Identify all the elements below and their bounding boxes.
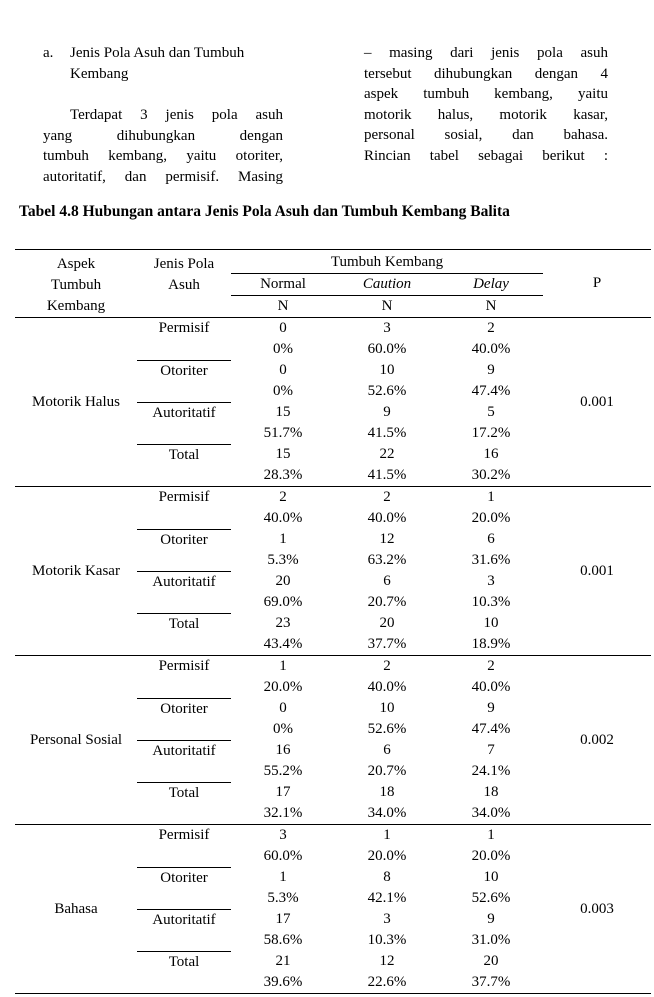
normal-cell [231,402,335,444]
normal-count: 23 [275,615,291,631]
p-value-cell: 0.001 [543,487,651,656]
delay-count: 1 [487,827,495,843]
delay-count: 9 [487,700,495,716]
normal-count: 1 [279,531,287,547]
header-text: Kembang [46,298,106,314]
caution-count: 2 [383,489,391,505]
caution-count: 6 [383,573,391,589]
data-table [15,249,651,994]
delay-count: 16 [483,446,499,462]
paragraph-line: tumbuh kembang, yaitu otoriter, [43,148,283,164]
paragraph-line: tersebut dihubungkan dengan 4 [364,65,608,82]
header-text: Asuh [168,277,200,293]
caution-cell [335,444,439,487]
delay-cell [439,402,543,444]
jenis-label: Permisif [158,658,210,674]
normal-percent: 28.3% [263,467,303,483]
caution-cell [335,360,439,402]
normal-cell [231,571,335,613]
caution-cell [335,529,439,571]
delay-percent: 40.0% [471,341,511,357]
caution-percent: 63.2% [367,552,407,568]
header-n [231,296,335,318]
delay-count: 20 [483,953,499,969]
normal-count: 0 [279,362,287,378]
delay-count: 2 [487,658,495,674]
caution-percent: 34.0% [367,805,407,821]
caution-percent: 41.5% [367,467,407,483]
delay-cell [439,656,543,699]
normal-percent: 5.3% [267,552,299,568]
jenis-cell [137,951,231,994]
normal-cell [231,613,335,656]
jenis-cell [137,740,231,782]
normal-percent: 43.4% [263,636,303,652]
delay-count: 18 [483,784,499,800]
p-value-cell: 0.003 [543,825,651,994]
list-item-title-line: Kembang [70,65,129,82]
delay-cell [439,318,543,361]
header-text: Caution [362,276,412,292]
jenis-cell [137,529,231,571]
delay-cell [439,951,543,994]
jenis-cell [137,656,231,699]
jenis-label: Autoritatif [152,404,216,421]
caution-cell [335,656,439,699]
caution-percent: 40.0% [367,510,407,526]
delay-count: 2 [487,320,495,336]
delay-percent: 40.0% [471,679,511,695]
normal-cell [231,867,335,909]
caution-cell [335,318,439,361]
normal-cell [231,951,335,994]
delay-cell [439,444,543,487]
caution-cell [335,867,439,909]
normal-percent: 0% [273,383,293,399]
caution-percent: 20.7% [367,763,407,779]
caution-percent: 42.1% [367,890,407,906]
caution-percent: 40.0% [367,679,407,695]
jenis-label: Autoritatif [152,573,216,590]
header-text: Aspek [56,256,96,272]
delay-cell [439,571,543,613]
delay-count: 9 [487,911,495,927]
delay-percent: 31.6% [471,552,511,568]
delay-count: 3 [487,573,495,589]
normal-count: 17 [275,911,291,927]
delay-count: 6 [487,531,495,547]
list-item-title-line: Jenis Pola Asuh dan Tumbuh [70,45,245,61]
caution-count: 9 [383,404,391,420]
caution-percent: 20.7% [367,594,407,610]
table-row [15,318,651,361]
p-value-cell: 0.002 [543,656,651,825]
caution-count: 3 [383,911,391,927]
paragraph-line: Terdapat 3 jenis pola asuh [70,107,283,123]
normal-cell [231,656,335,699]
header-caution [335,274,439,296]
delay-percent: 31.0% [471,932,511,948]
aspek-cell: Motorik Halus [15,318,137,487]
left-paragraph [43,105,283,187]
delay-percent: 17.2% [471,425,511,441]
delay-cell [439,825,543,868]
jenis-cell [137,571,231,613]
normal-percent: 69.0% [263,594,303,610]
jenis-cell [137,698,231,740]
normal-percent: 0% [273,721,293,737]
normal-cell [231,909,335,951]
delay-percent: 47.4% [471,721,511,737]
delay-percent: 18.9% [471,636,511,652]
aspek-cell: Motorik Kasar [15,487,137,656]
jenis-cell [137,825,231,868]
header-text: P [592,275,602,291]
jenis-label: Otoriter [160,362,208,379]
paragraph-line: Rincian tabel sebagai berikut : [364,147,608,164]
caution-cell [335,487,439,530]
delay-count: 10 [483,615,499,631]
jenis-label: Permisif [158,827,210,843]
caution-count: 12 [379,953,395,969]
caution-cell [335,825,439,868]
caution-percent: 37.7% [367,636,407,652]
caution-cell [335,782,439,825]
normal-cell [231,740,335,782]
caution-percent: 22.6% [367,974,407,990]
normal-percent: 40.0% [263,510,303,526]
delay-cell [439,613,543,656]
jenis-cell [137,360,231,402]
delay-cell [439,529,543,571]
table-caption: Tabel 4.8 Hubungan antara Jenis Pola Asuh dan Tumbuh Kembang Balita [19,203,510,220]
paragraph-line: motorik halus, motorik kasar, [364,106,608,123]
jenis-cell [137,867,231,909]
delay-cell [439,867,543,909]
delay-cell [439,698,543,740]
normal-percent: 20.0% [263,679,303,695]
header-aspek [15,250,137,318]
caution-percent: 10.3% [367,932,407,948]
normal-count: 17 [275,784,291,800]
caution-count: 10 [379,700,395,716]
delay-percent: 47.4% [471,383,511,399]
normal-percent: 32.1% [263,805,303,821]
table-row [15,656,651,699]
caution-count: 10 [379,362,395,378]
caution-count: 8 [383,869,391,885]
caution-cell [335,402,439,444]
jenis-cell [137,782,231,825]
normal-percent: 39.6% [263,974,303,990]
jenis-cell [137,909,231,951]
header-delay [439,274,543,296]
delay-count: 10 [483,869,499,885]
normal-percent: 51.7% [263,425,303,441]
jenis-label: Total [168,953,200,970]
paragraph-line: yang dihubungkan dengan [43,127,283,144]
normal-cell [231,487,335,530]
caution-count: 3 [383,320,391,336]
header-text: Delay [473,276,509,292]
caution-percent: 60.0% [367,341,407,357]
normal-cell [231,529,335,571]
delay-percent: 34.0% [471,805,511,821]
caution-percent: 41.5% [367,425,407,441]
table-row [15,487,651,530]
left-column [43,43,283,187]
jenis-label: Total [168,446,200,463]
delay-cell [439,360,543,402]
normal-cell [231,698,335,740]
paragraph-line: autoritatif, dan permisif. Masing [43,168,283,185]
delay-count: 7 [487,742,495,758]
caution-cell [335,571,439,613]
caution-percent: 52.6% [367,721,407,737]
normal-count: 3 [279,827,287,843]
delay-percent: 20.0% [471,510,511,526]
normal-count: 21 [275,953,291,969]
caution-cell [335,698,439,740]
delay-count: 5 [487,404,495,420]
paragraph-line: aspek tumbuh kembang, yaitu [364,86,608,102]
header-tumbuh-kembang [231,250,543,274]
caution-count: 1 [383,827,391,843]
header-text: Tumbuh Kembang [330,254,444,270]
header-text: N [485,298,497,314]
normal-cell [231,444,335,487]
right-column [364,43,608,166]
delay-count: 1 [487,489,495,505]
aspek-cell: Bahasa [15,825,137,994]
normal-count: 2 [279,489,287,505]
delay-percent: 24.1% [471,763,511,779]
header-text: Tumbuh [50,277,102,293]
delay-percent: 30.2% [471,467,511,483]
list-item-title [70,43,244,84]
caution-count: 6 [383,742,391,758]
normal-count: 15 [275,404,291,420]
caution-percent: 20.0% [367,848,407,864]
normal-cell [231,825,335,868]
jenis-label: Autoritatif [152,911,216,928]
caution-cell [335,740,439,782]
header-n [439,296,543,318]
caution-count: 2 [383,658,391,674]
table-row [15,825,651,868]
jenis-cell [137,444,231,487]
paragraph-line: – masing dari jenis pola asuh [364,45,608,61]
delay-percent: 37.7% [471,974,511,990]
normal-count: 0 [279,320,287,336]
delay-percent: 20.0% [471,848,511,864]
normal-percent: 55.2% [263,763,303,779]
caution-percent: 52.6% [367,383,407,399]
delay-cell [439,909,543,951]
jenis-cell [137,613,231,656]
paragraph-line: personal sosial, dan bahasa. [364,127,608,143]
normal-percent: 0% [273,341,293,357]
jenis-label: Otoriter [160,531,208,548]
header-n [335,296,439,318]
jenis-label: Autoritatif [152,742,216,759]
caution-count: 18 [379,784,395,800]
jenis-cell [137,487,231,530]
delay-count: 9 [487,362,495,378]
caution-count: 22 [379,446,395,462]
normal-cell [231,318,335,361]
jenis-label: Total [168,615,200,632]
header-text: Jenis Pola [153,256,215,272]
normal-percent: 5.3% [267,890,299,906]
p-value-cell: 0.001 [543,318,651,487]
normal-percent: 58.6% [263,932,303,948]
header-text: Normal [260,276,306,292]
caution-cell [335,909,439,951]
normal-count: 15 [275,446,291,462]
jenis-label: Otoriter [160,869,208,886]
aspek-cell: Personal Sosial [15,656,137,825]
delay-percent: 52.6% [471,890,511,906]
delay-cell [439,487,543,530]
caution-cell [335,613,439,656]
normal-count: 20 [275,573,291,589]
normal-cell [231,360,335,402]
jenis-label: Permisif [158,489,210,505]
header-normal [231,274,335,296]
normal-count: 1 [279,869,287,885]
caution-count: 20 [379,615,395,631]
caution-cell [335,951,439,994]
caution-count: 12 [379,531,395,547]
normal-cell [231,782,335,825]
list-item-label: a. [43,45,54,61]
header-p [543,250,651,318]
normal-count: 1 [279,658,287,674]
delay-cell [439,740,543,782]
jenis-cell [137,402,231,444]
jenis-label: Total [168,784,200,801]
normal-count: 16 [275,742,291,758]
normal-percent: 60.0% [263,848,303,864]
header-jenis [137,250,231,318]
normal-count: 0 [279,700,287,716]
delay-percent: 10.3% [471,594,511,610]
list-item-heading [43,43,283,84]
jenis-cell [137,318,231,361]
header-text: N [277,298,289,314]
header-text: N [381,298,393,314]
jenis-label: Permisif [158,320,210,336]
table-body [15,318,651,994]
delay-cell [439,782,543,825]
jenis-label: Otoriter [160,700,208,717]
